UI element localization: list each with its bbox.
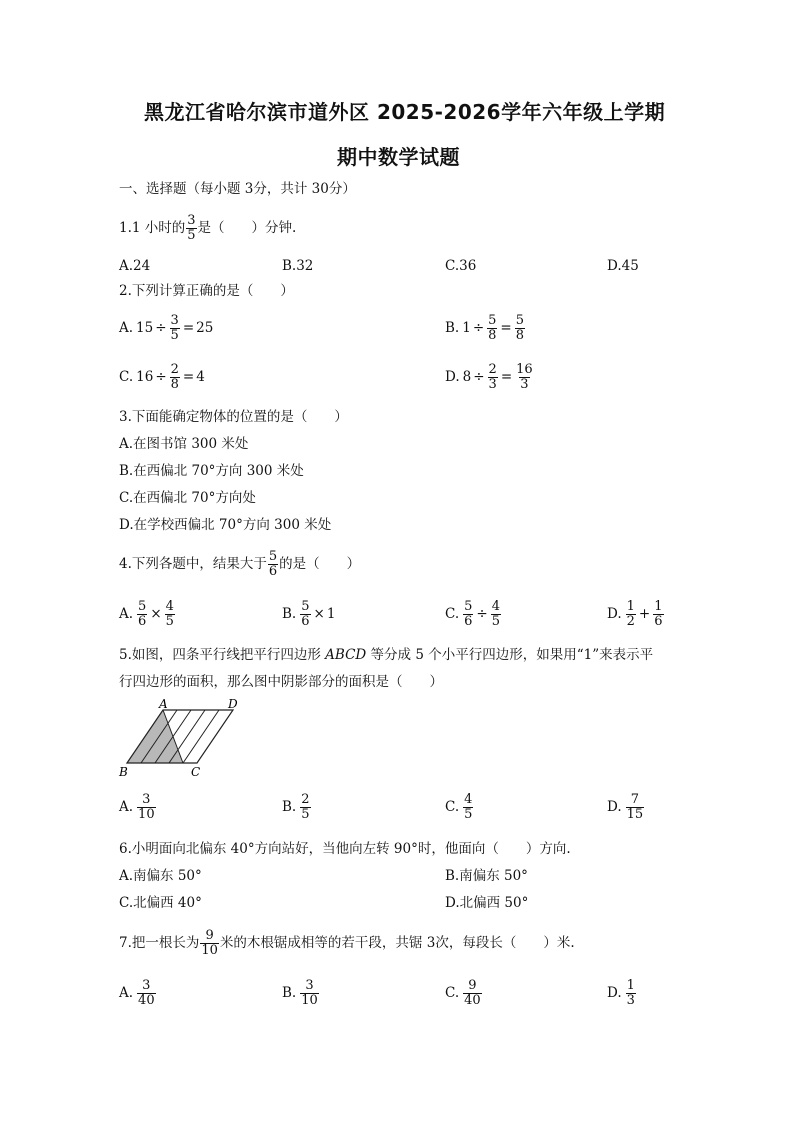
title-line-2: 期中数学试题 bbox=[337, 145, 460, 169]
q7-option-b: B. $\frac{3}{10}$ bbox=[282, 978, 318, 1008]
q5-option-b: B. $\frac{2}{5}$ bbox=[282, 792, 310, 822]
q2-option-c: C. 16 ÷ $\frac{2}{8}$ = 4 bbox=[119, 362, 205, 392]
q5-option-d: D. $\frac{7}{15}$ bbox=[607, 792, 644, 822]
q6-option-d: D.北偏西 50° bbox=[445, 895, 529, 911]
question-7-stem: 7.把一根长为 $\frac{9}{10}$ 米的木根锯成相等的若干段，共锯 3次，每段长（ ）米. bbox=[119, 928, 575, 958]
q1-option-a: A.24 bbox=[119, 258, 151, 274]
q7-option-c: C. $\frac{9}{40}$ bbox=[445, 978, 481, 1008]
vertex-label-c: C bbox=[191, 765, 201, 779]
question-4-stem: 4.下列各题中，结果大于 $\frac{5}{6}$ 的是（ ） bbox=[119, 549, 361, 579]
q1-option-b: B.32 bbox=[282, 258, 314, 274]
vertex-label-a: A bbox=[159, 697, 168, 711]
question-5-line-1: 5.如图，四条平行线把平行四边形 ABCD 等分成 5 个小平行四边形，如果用“1”来表示平 bbox=[119, 647, 654, 663]
q3-option-b: B.在西偏北 70°方向 300 米处 bbox=[119, 463, 304, 479]
q1-option-c: C.36 bbox=[445, 258, 477, 274]
q4-option-c: C. $\frac{5}{6}$ ÷ $\frac{4}{5}$ bbox=[445, 599, 501, 629]
q3-option-d: D.在学校西偏北 70°方向 300 米处 bbox=[119, 517, 332, 533]
q2-option-b: B. 1 ÷ $\frac{5}{8}$ = $\frac{5}{8}$ bbox=[445, 313, 524, 343]
division-line-4 bbox=[183, 710, 219, 763]
question-1-stem bbox=[119, 214, 296, 243]
q7-option-a: A. $\frac{3}{40}$ bbox=[119, 978, 155, 1008]
q5-option-c: C. $\frac{4}{5}$ bbox=[445, 792, 473, 822]
q4-option-b: B. $\frac{5}{6}$ × 1 bbox=[282, 599, 336, 629]
question-2-stem: 2.下列计算正确的是（ ） bbox=[119, 283, 294, 299]
q3-option-c: C.在西偏北 70°方向处 bbox=[119, 490, 256, 506]
q6-option-c: C.北偏西 40° bbox=[119, 895, 202, 911]
division-line-3 bbox=[169, 710, 205, 763]
q4-option-d: D. $\frac{1}{2}$ + $\frac{1}{6}$ bbox=[607, 599, 663, 629]
q1-post: 是（ ）分钟. bbox=[197, 220, 297, 236]
q1-pre: 1.1 小时的 bbox=[119, 220, 186, 236]
q2-option-a: A. 15 ÷ $\frac{3}{5}$ = 25 bbox=[119, 313, 214, 343]
q6-option-a: A.南偏东 50° bbox=[119, 868, 202, 884]
q7-fraction: $\frac{9}{10}$ bbox=[201, 928, 218, 958]
question-3-stem: 3.下面能确定物体的位置的是（ ） bbox=[119, 409, 348, 425]
q1-fraction: $\frac{3}{5}$ bbox=[187, 213, 196, 243]
parallelogram-figure bbox=[115, 697, 255, 781]
question-5-line-2: 行四边形的面积，那么图中阴影部分的面积是（ ） bbox=[119, 674, 443, 690]
q2-option-d: D. 8 ÷ $\frac{2}{3}$ = $\frac{16}{3}$ bbox=[445, 362, 533, 392]
vertex-label-b: B bbox=[119, 765, 128, 779]
title-line-1: 黑龙江省哈尔滨市道外区 2025-2026学年六年级上学期 bbox=[144, 100, 666, 124]
q7-option-d: D. $\frac{1}{3}$ bbox=[607, 978, 635, 1008]
section-heading: 一、选择题（每小题 3分，共计 30分） bbox=[119, 181, 356, 197]
question-6-stem: 6.小明面向北偏东 40°方向站好，当他向左转 90°时，他面向（ ）方向. bbox=[119, 841, 571, 857]
q3-option-a: A.在图书馆 300 米处 bbox=[119, 436, 249, 452]
q6-option-b: B.南偏东 50° bbox=[445, 868, 528, 884]
q4-option-a: A. $\frac{5}{6}$ × $\frac{4}{5}$ bbox=[119, 599, 174, 629]
q5-option-a: A. $\frac{3}{10}$ bbox=[119, 792, 155, 822]
q1-option-d: D.45 bbox=[607, 258, 639, 274]
vertex-label-d: D bbox=[228, 697, 238, 711]
q4-fraction: $\frac{5}{6}$ bbox=[268, 549, 278, 579]
